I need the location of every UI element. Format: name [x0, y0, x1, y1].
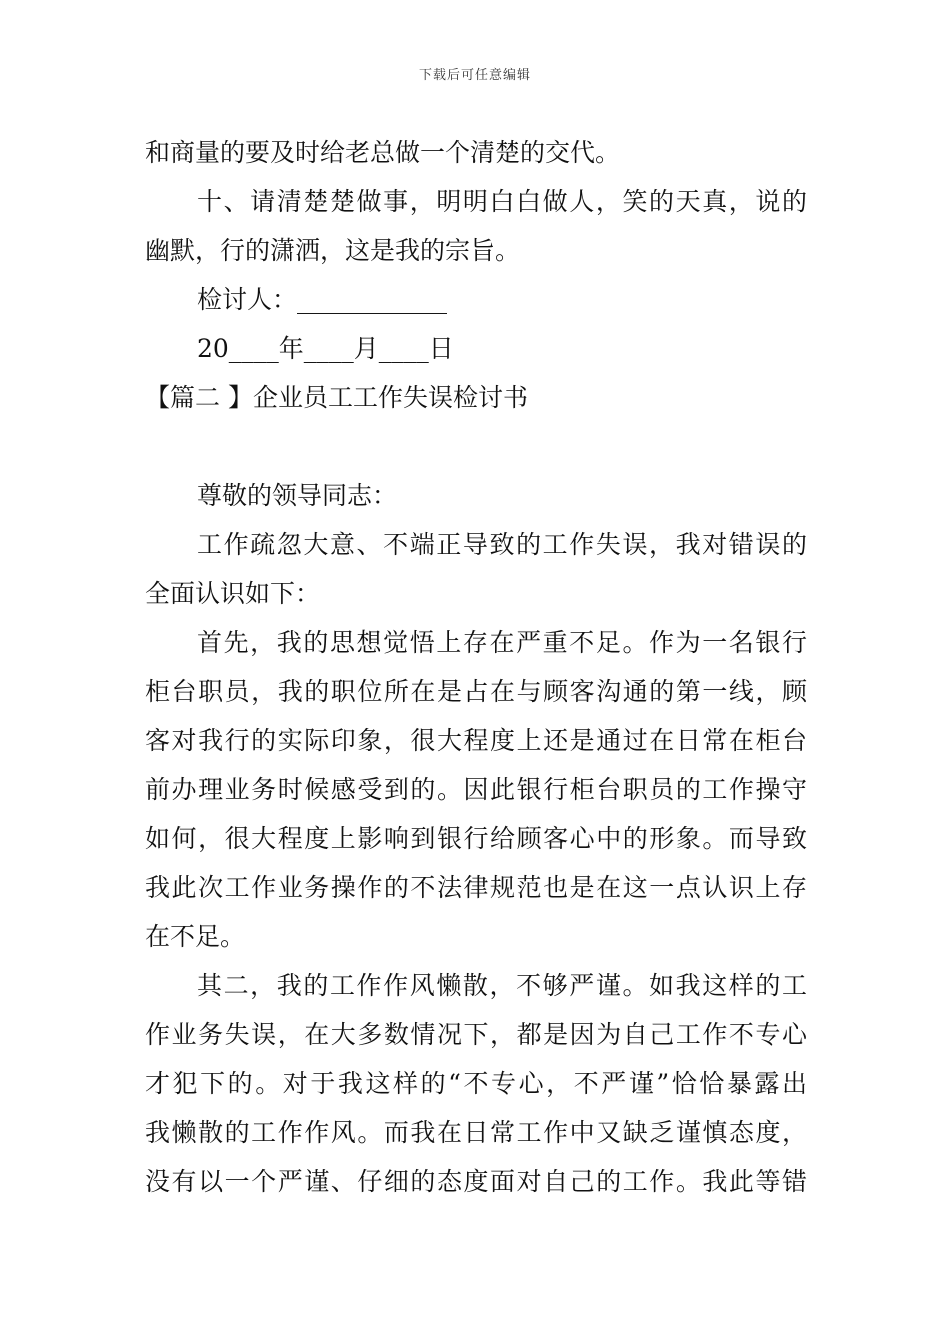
paragraph-line: 作业务失误，在大多数情况下，都是因为自己工作不专心: [145, 1020, 807, 1049]
document-body: [145, 128, 807, 1206]
paragraph-line: 首先，我的思想觉悟上存在严重不足。作为一名银行: [197, 628, 807, 657]
paragraph-line: 客对我行的实际印象，很大程度上还是通过在日常在柜台: [145, 726, 807, 755]
blank-line: [145, 422, 807, 471]
signature-line: 检讨人：____________: [197, 285, 448, 314]
paragraph-line: 我懒散的工作作风。而我在日常工作中又缺乏谨慎态度，: [145, 1118, 807, 1147]
salutation: 尊敬的领导同志：: [197, 481, 398, 510]
section-heading: 【篇二 】企业员工工作失误检讨书: [145, 383, 528, 412]
paragraph-line: 前办理业务时候感受到的。因此银行柜台职员的工作操守: [145, 775, 807, 804]
page-header: 下载后可任意编辑: [418, 68, 531, 83]
paragraph-line: 我此次工作业务操作的不法律规范也是在这一点认识上存: [145, 873, 807, 902]
paragraph-line: 其二，我的工作作风懒散，不够严谨。如我这样的工: [197, 971, 807, 1000]
paragraph-line: 全面认识如下：: [145, 579, 321, 608]
paragraph-line: 如何，很大程度上影响到银行给顾客心中的形象。而导致: [145, 824, 807, 853]
paragraph-line: 十、请清楚楚做事，明明白白做人，笑的天真，说的: [197, 187, 807, 216]
paragraph-line: 才犯下的。对于我这样的“不专心，不严谨”恰恰暴露出: [145, 1069, 807, 1098]
paragraph-line: 没有以一个严谨、仔细的态度面对自己的工作。我此等错: [145, 1167, 807, 1196]
date-line: 20____年____月____日: [197, 334, 454, 363]
paragraph-line: 幽默，行的潇洒，这是我的宗旨。: [145, 236, 521, 265]
paragraph-line: 和商量的要及时给老总做一个清楚的交代。: [145, 138, 621, 167]
paragraph-line: 柜台职员，我的职位所在是占在与顾客沟通的第一线，顾: [145, 677, 807, 706]
paragraph-line: 工作疏忽大意、不端正导致的工作失误，我对错误的: [197, 530, 807, 559]
paragraph-line: 在不足。: [145, 922, 246, 951]
